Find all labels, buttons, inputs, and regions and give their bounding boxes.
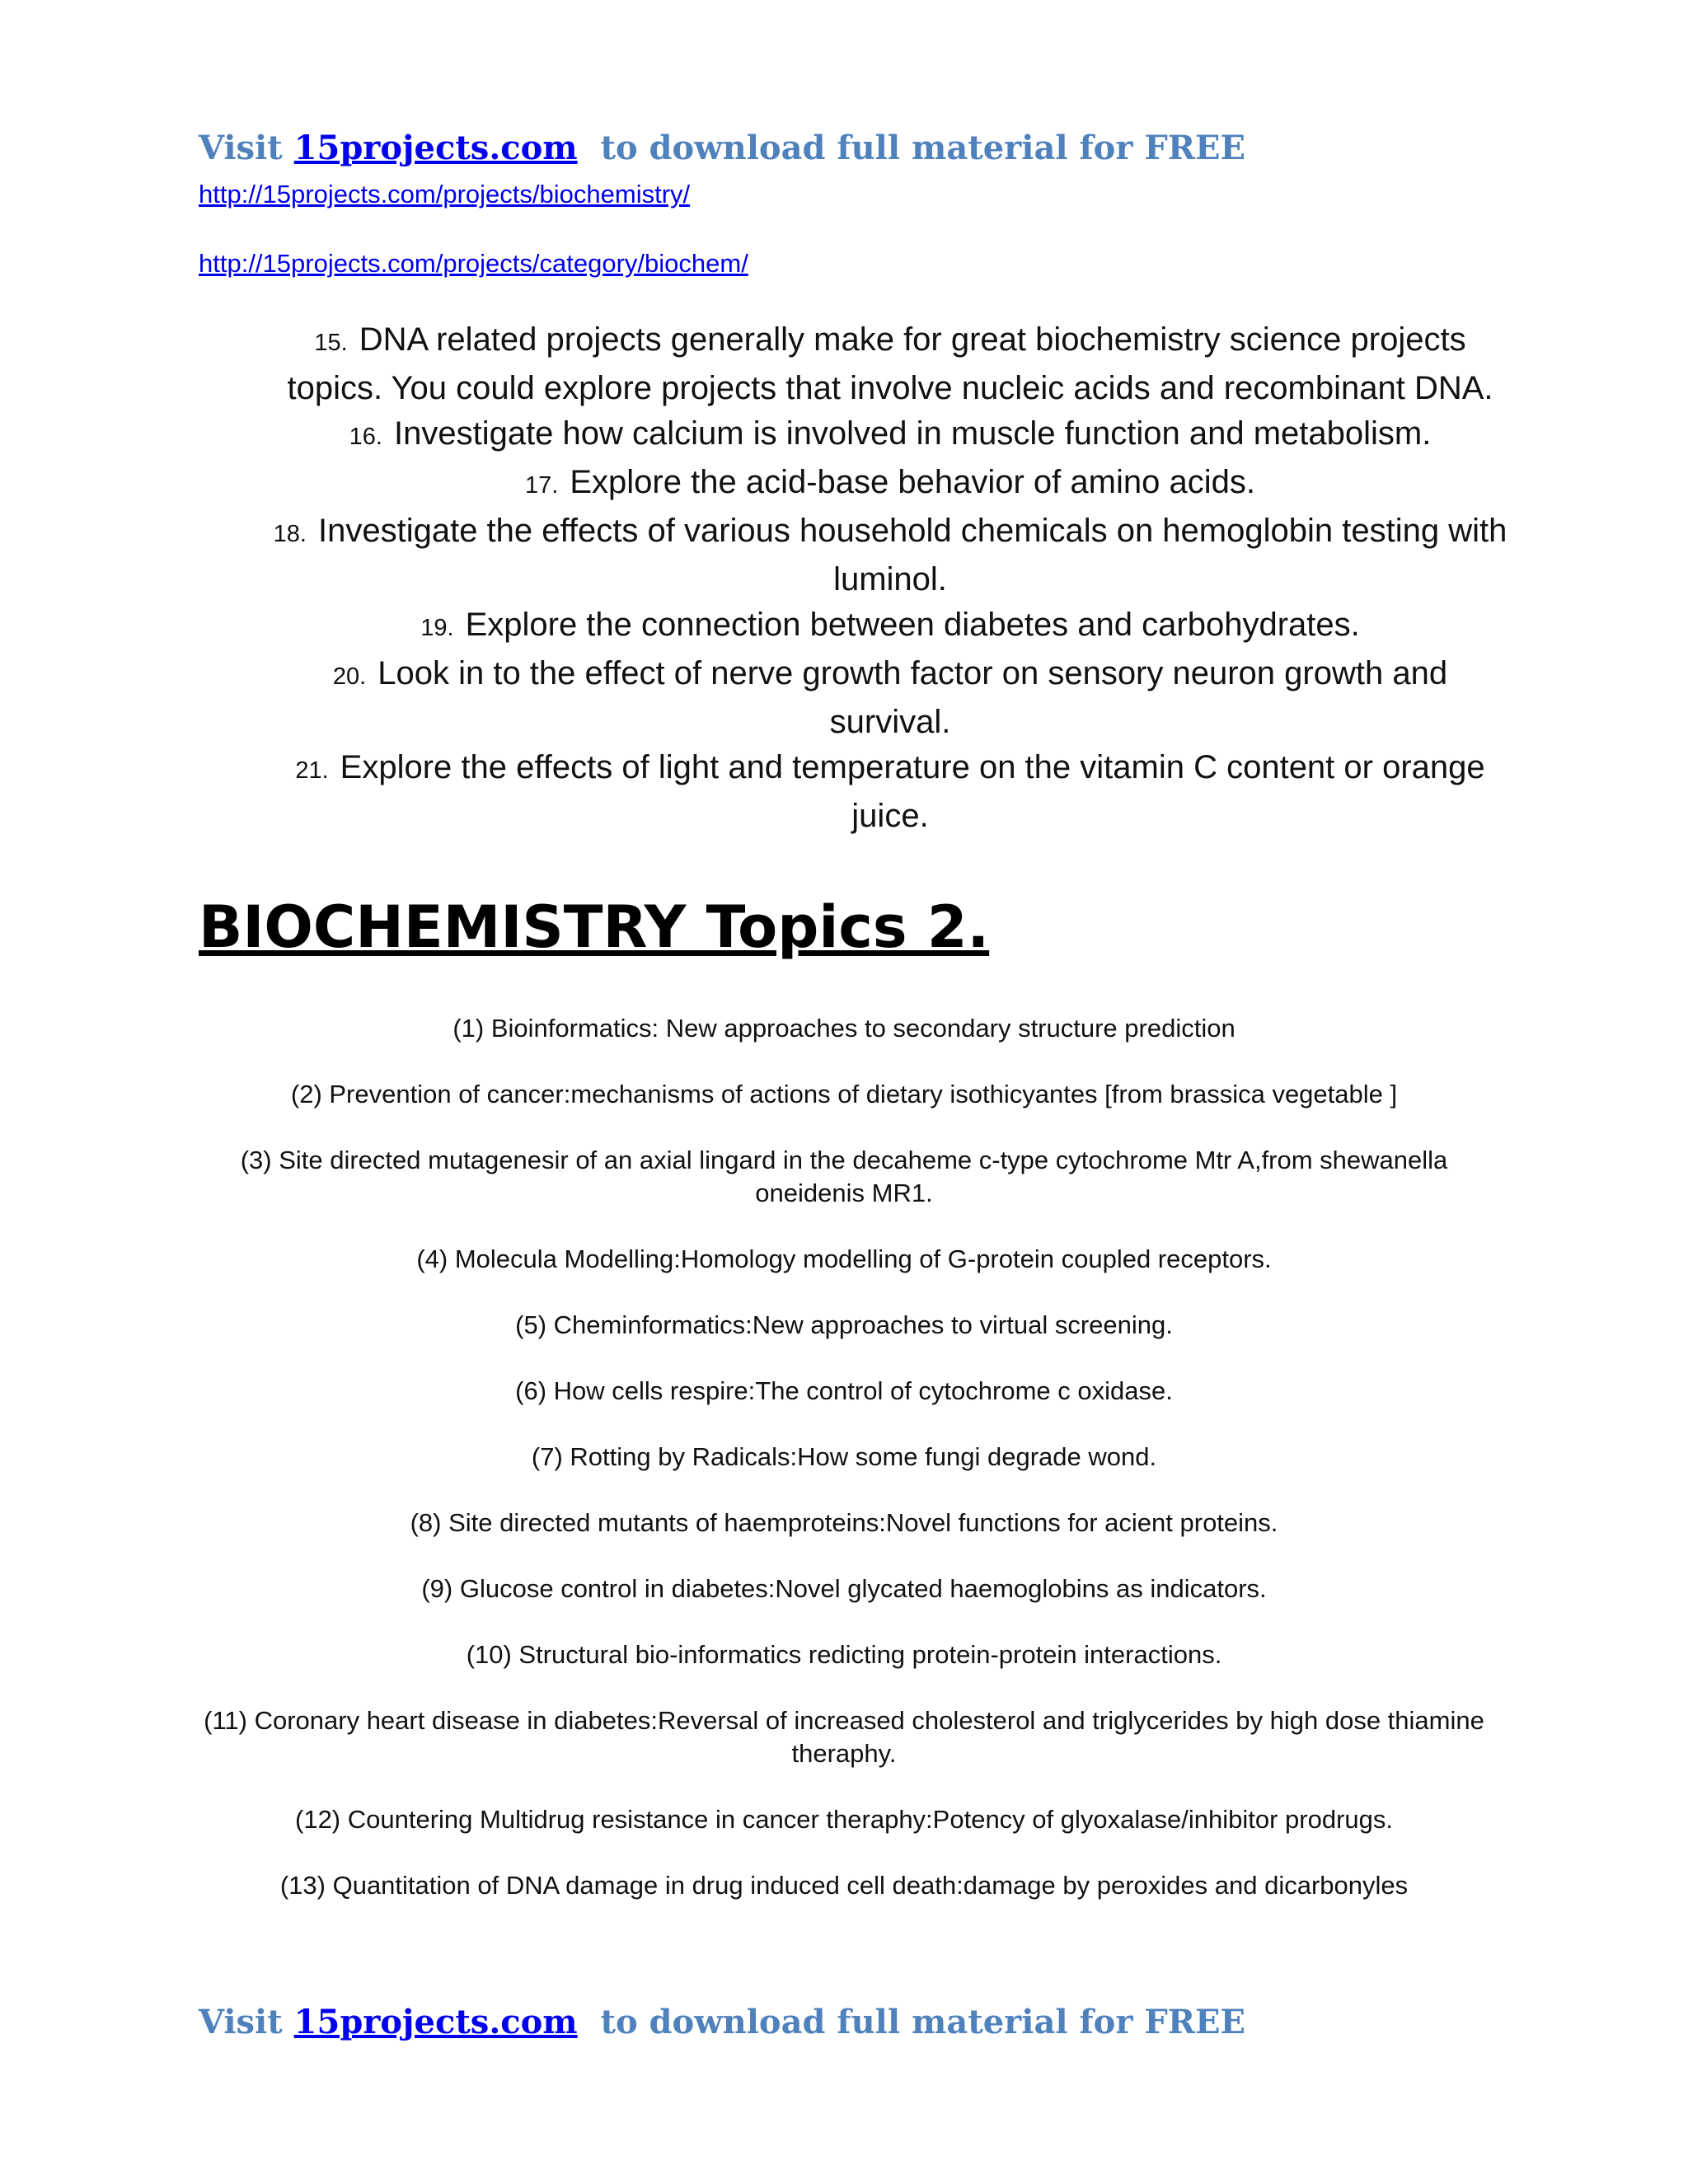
list-item-number: 21. <box>295 757 329 784</box>
topic-item: (2) Prevention of cancer:mechanisms of actions of dietary isothicyantes [from brassica vegetable ] <box>290 1080 1398 1108</box>
list-item <box>272 602 1508 651</box>
header-site-link[interactable]: 15projects.com <box>293 129 578 167</box>
topic-item: (8) Site directed mutants of haemproteins:Novel functions for acient proteins. <box>410 1508 1278 1537</box>
topic-item: (7) Rotting by Radicals:How some fungi degrade wond. <box>531 1442 1157 1471</box>
header-visit-prefix: Visit <box>199 129 294 167</box>
list-item-text: Explore the connection between diabetes and carbohydrates. <box>465 607 1360 643</box>
biochem-category-url-link[interactable]: http://15projects.com/projects/category/biochem/ <box>199 249 748 278</box>
list-item-text: Explore the acid-base behavior of amino acids. <box>570 464 1255 500</box>
header-promo-line <box>199 129 1245 167</box>
biochemistry-url-link[interactable]: http://15projects.com/projects/biochemistry/ <box>199 180 691 209</box>
topic-item: (12) Countering Multidrug resistance in cancer theraphy:Potency of glyoxalase/inhibitor prodrugs. <box>295 1805 1393 1834</box>
footer-visit-suffix: to download full material for FREE <box>577 2003 1245 2041</box>
list-item-number: 15. <box>314 330 348 356</box>
topic-item: (9) Glucose control in diabetes:Novel glycated haemoglobins as indicators. <box>421 1574 1267 1603</box>
topics-list <box>198 1012 1490 1935</box>
topic-item: (11) Coronary heart disease in diabetes:Reversal of increased cholesterol and triglycerides by high dose thiamine theraphy. <box>204 1706 1484 1768</box>
list-item-number: 20. <box>332 663 367 690</box>
list-item <box>272 317 1508 411</box>
footer-visit-prefix: Visit <box>199 2003 294 2041</box>
list-item <box>272 460 1508 509</box>
topic-item: (6) How cells respire:The control of cytochrome c oxidase. <box>515 1376 1173 1405</box>
topic-item: (1) Bioinformatics: New approaches to secondary structure prediction <box>452 1014 1236 1043</box>
topic-item: (5) Cheminformatics:New approaches to virtual screening. <box>515 1310 1173 1339</box>
list-item-text: Investigate how calcium is involved in muscle function and metabolism. <box>393 415 1432 452</box>
list-item <box>272 651 1508 745</box>
list-item-text: DNA related projects generally make for great biochemistry science projects topics. You could explore projects that involve nucleic acids and recombinant DNA. <box>287 321 1493 406</box>
list-item <box>272 509 1508 602</box>
list-item-number: 17. <box>525 472 559 499</box>
footer-site-link[interactable]: 15projects.com <box>293 2003 578 2041</box>
numbered-project-list <box>272 317 1508 839</box>
list-item-number: 18. <box>273 521 307 547</box>
header-visit-suffix: to download full material for FREE <box>577 129 1245 167</box>
topic-item: (4) Molecula Modelling:Homology modelling of G-protein coupled receptors. <box>416 1244 1272 1273</box>
section-heading: BIOCHEMISTRY Topics 2. <box>199 893 990 961</box>
topic-item: (13) Quantitation of DNA damage in drug induced cell death:damage by peroxides and dicarbonyles <box>279 1871 1409 1900</box>
list-item <box>272 411 1508 460</box>
list-item-text: Explore the effects of light and temperature on the vitamin C content or orange juice. <box>340 749 1485 834</box>
topic-item: (10) Structural bio-informatics redicting protein-protein interactions. <box>466 1640 1222 1669</box>
list-item-text: Investigate the effects of various household chemicals on hemoglobin testing with luminol. <box>317 513 1507 598</box>
list-item-number: 16. <box>349 424 382 450</box>
list-item <box>272 745 1508 839</box>
topic-item: (3) Site directed mutagenesir of an axial lingard in the decaheme c-type cytochrome Mtr A,from shewanella oneidenis MR1. <box>240 1146 1448 1207</box>
list-item-number: 19. <box>420 615 454 641</box>
list-item-text: Look in to the effect of nerve growth factor on sensory neuron growth and survival. <box>377 655 1448 740</box>
footer-promo-line <box>199 2003 1245 2041</box>
